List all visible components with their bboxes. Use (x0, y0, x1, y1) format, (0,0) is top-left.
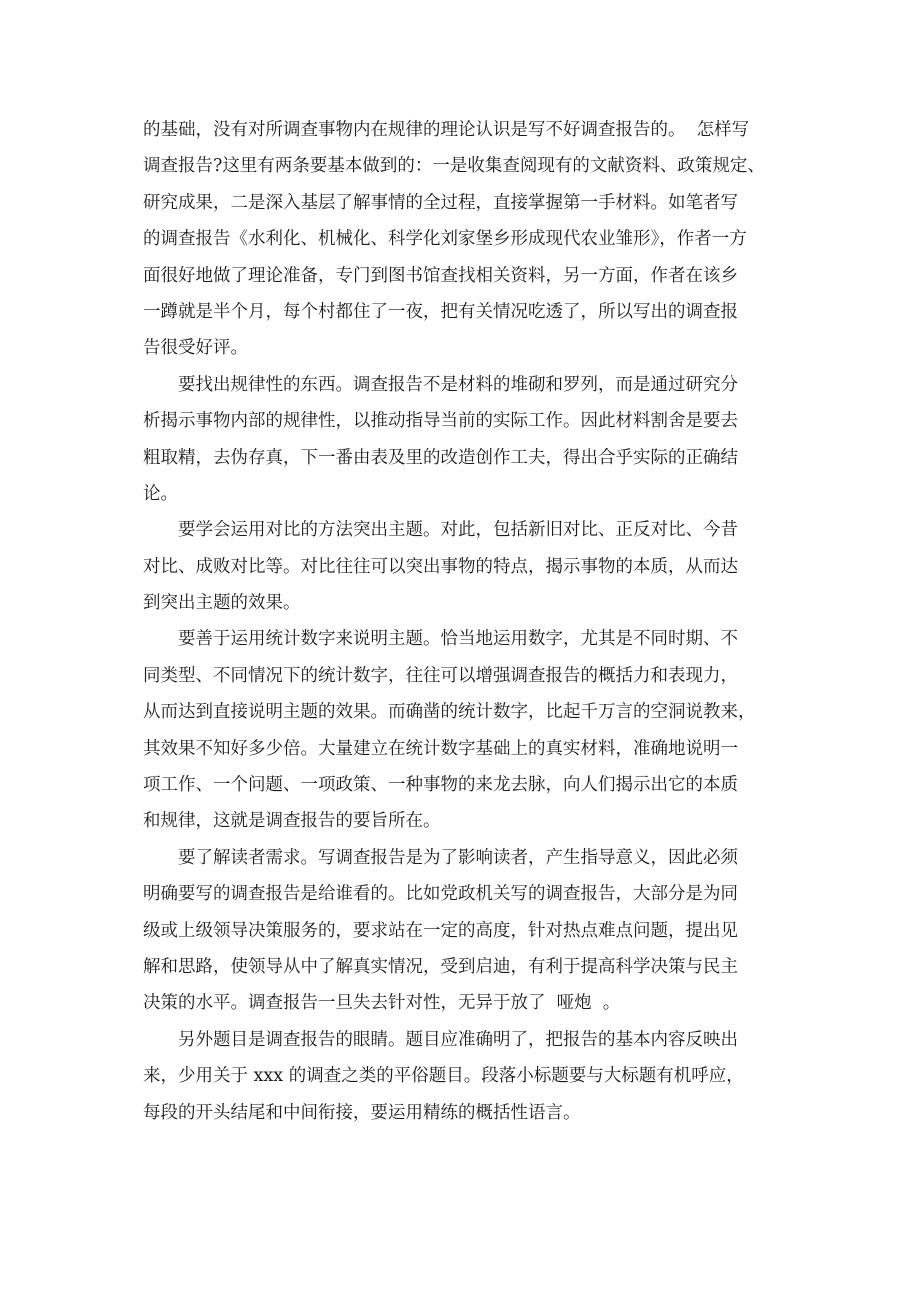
text-line: 一蹲就是半个月，每个村都住了一夜，把有关情况吃透了，所以写出的调查报 (143, 301, 738, 322)
text-line: 告很受好评。 (143, 338, 248, 359)
text-line: 从而达到直接说明主题的效果。而确凿的统计数字，比起千万言的空洞说教来， (143, 702, 756, 723)
text-line: 研究成果，二是深入基层了解事情的全过程，直接掌握第一手材料。如笔者写 (143, 192, 738, 213)
text-line: 论。 (143, 483, 178, 504)
text-line: 要善于运用统计数字来说明主题。恰当地运用数字，尤其是不同时期、不 (178, 629, 738, 650)
text-line: 对比、成败对比等。对比往往可以突出事物的特点，揭示事物的本质，从而达 (143, 556, 738, 577)
text-line: 要了解读者需求。写调查报告是为了影响读者，产生指导意义，因此必须 (178, 847, 738, 868)
text-line: 其效果不知好多少倍。大量建立在统计数字基础上的真实材料，准确地说明一 (143, 738, 738, 759)
text-line: 要找出规律性的东西。调查报告不是材料的堆砌和罗列，而是通过研究分 (178, 374, 738, 395)
text-line: 每段的开头结尾和中间衔接，要运用精练的概括性语言。 (143, 1102, 581, 1123)
text-line: 级或上级领导决策服务的，要求站在一定的高度，针对热点难点问题，提出见 (143, 920, 738, 941)
text-line: 来，少用关于 xxx 的调查之类的平俗题目。段落小标题要与大标题有机呼应， (143, 1066, 744, 1087)
text-line: 粗取精，去伪存真，下一番由表及里的改造创作工夫，得出合乎实际的正确结 (143, 447, 738, 468)
text-line: 面很好地做了理论准备，专门到图书馆查找相关资料，另一方面，作者在该乡 (143, 265, 738, 286)
text-line: 调查报告?这里有两条要基本做到的：一是收集查阅现有的文献资料、政策规定、 (143, 156, 765, 177)
text-line: 明确要写的调查报告是给谁看的。比如党政机关写的调查报告，大部分是为同 (143, 884, 738, 905)
text-line: 项工作、一个问题、一项政策、一种事物的来龙去脉，向人们揭示出它的本质 (143, 775, 738, 796)
text-line: 另外题目是调查报告的眼睛。题目应准确明了，把报告的基本内容反映出 (178, 1029, 738, 1050)
document-body (143, 112, 783, 1131)
text-line: 要学会运用对比的方法突出主题。对此，包括新旧对比、正反对比、今昔 (178, 520, 738, 541)
text-line: 的调查报告《水利化、机械化、科学化刘家堡乡形成现代农业雏形》，作者一方 (143, 229, 747, 250)
text-line: 同类型、不同情况下的统计数字，往往可以增强调查报告的概括力和表现力， (143, 665, 738, 686)
text-line: 析揭示事物内部的规律性，以推动指导当前的实际工作。因此材料割舍是要去 (143, 411, 738, 432)
text-line: 决策的水平。调查报告一旦失去针对性，无异于放了 哑炮 。 (143, 993, 621, 1014)
text-line: 到突出主题的效果。 (143, 593, 301, 614)
text-line: 和规律，这就是调查报告的要旨所在。 (143, 811, 441, 832)
text-line: 的基础，没有对所调查事物内在规律的理论认识是写不好调查报告的。 怎样写 (143, 120, 750, 140)
text-line: 解和思路，使领导从中了解真实情况，受到启迪，有利于提高科学决策与民主 (143, 956, 738, 977)
